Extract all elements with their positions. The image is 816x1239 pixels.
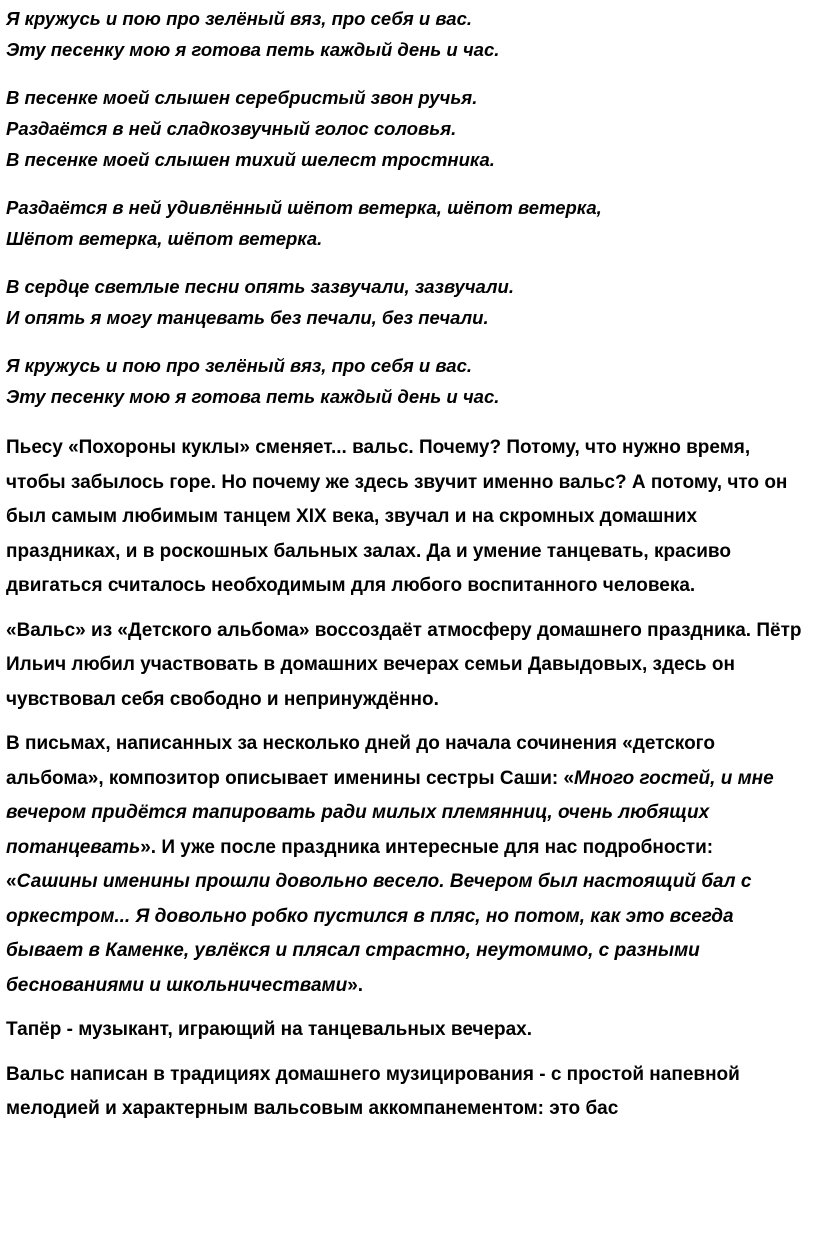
verse-line: Раздаётся в ней удивлённый шёпот ветерка, шёпот ветерка, xyxy=(6,197,602,218)
song-verse-5 xyxy=(6,350,806,412)
paragraph-letters xyxy=(6,727,806,1003)
letter-closing-text: ». xyxy=(347,974,364,996)
song-verse-2 xyxy=(6,82,806,175)
letter-quote-1: Много гостей, и мне вечером придётся тапировать ради милых племянниц, очень любящих потанцевать xyxy=(6,767,774,858)
verse-line: Эту песенку мою я готова петь каждый день и час. xyxy=(6,39,500,60)
song-verse-4 xyxy=(6,271,806,333)
verse-line: Я кружусь и пою про зелёный вяз, про себя и вас. xyxy=(6,8,472,29)
verse-line: Я кружусь и пою про зелёный вяз, про себя и вас. xyxy=(6,355,472,376)
verse-line: В песенке моей слышен тихий шелест тростника. xyxy=(6,149,495,170)
paragraph-taper-definition: Тапёр - музыкант, играющий на танцевальных вечерах. xyxy=(6,1019,533,1040)
paragraph-childrens-album-waltz: «Вальс» из «Детского альбома» воссоздаёт атмосферу домашнего праздника. Пётр Ильич любил участвовать в домашних вечерах семьи Давыдовых, здесь он чувствовал себя свободно и непринуждённо. xyxy=(6,619,802,710)
verse-line: И опять я могу танцевать без печали, без печали. xyxy=(6,307,489,328)
verse-line: В песенке моей слышен серебристый звон ручья. xyxy=(6,87,478,108)
letter-middle-text: ». И уже после праздника интересные для нас подробности: « xyxy=(6,836,714,892)
paragraph-doll-funeral-waltz: Пьесу «Похороны куклы» сменяет... вальс. Почему? Потому, что нужно время, чтобы забылось горе. Но почему же здесь звучит именно вальс? А потому, что он был самым любимым танцем XIX века, звучал и на скромных домашних праздниках, и в роскошных бальных залах. Да и умение танцевать, красиво двигаться считалось необходимым для любого воспитанного человека. xyxy=(6,437,788,596)
verse-line: В сердце светлые песни опять зазвучали, зазвучали. xyxy=(6,276,515,297)
verse-line: Шёпот ветерка, шёпот ветерка. xyxy=(6,228,323,249)
letter-quote-2: Сашины именины прошли довольно весело. Вечером был настоящий бал с оркестром... Я довольно робко пустился в пляс, но потом, как это всегда бывает в Каменке, увлёкся и плясал страстно, неутомимо, с разными беснованиями и школьничествами xyxy=(6,871,752,996)
song-verse-1 xyxy=(6,0,806,65)
document-page xyxy=(6,0,806,1127)
letter-intro-text: В письмах, написанных за несколько дней до начала сочинения «детского альбома», композитор описывает именины сестры Саши: « xyxy=(6,733,715,789)
verse-line: Эту песенку мою я готова петь каждый день и час. xyxy=(6,386,500,407)
song-verse-3 xyxy=(6,192,806,254)
verse-line: Раздаётся в ней сладкозвучный голос соловья. xyxy=(6,118,457,139)
paragraph-waltz-tradition: Вальс написан в традициях домашнего музицирования - с простой напевной мелодией и характерным вальсовым аккомпанементом: это бас xyxy=(6,1063,740,1119)
